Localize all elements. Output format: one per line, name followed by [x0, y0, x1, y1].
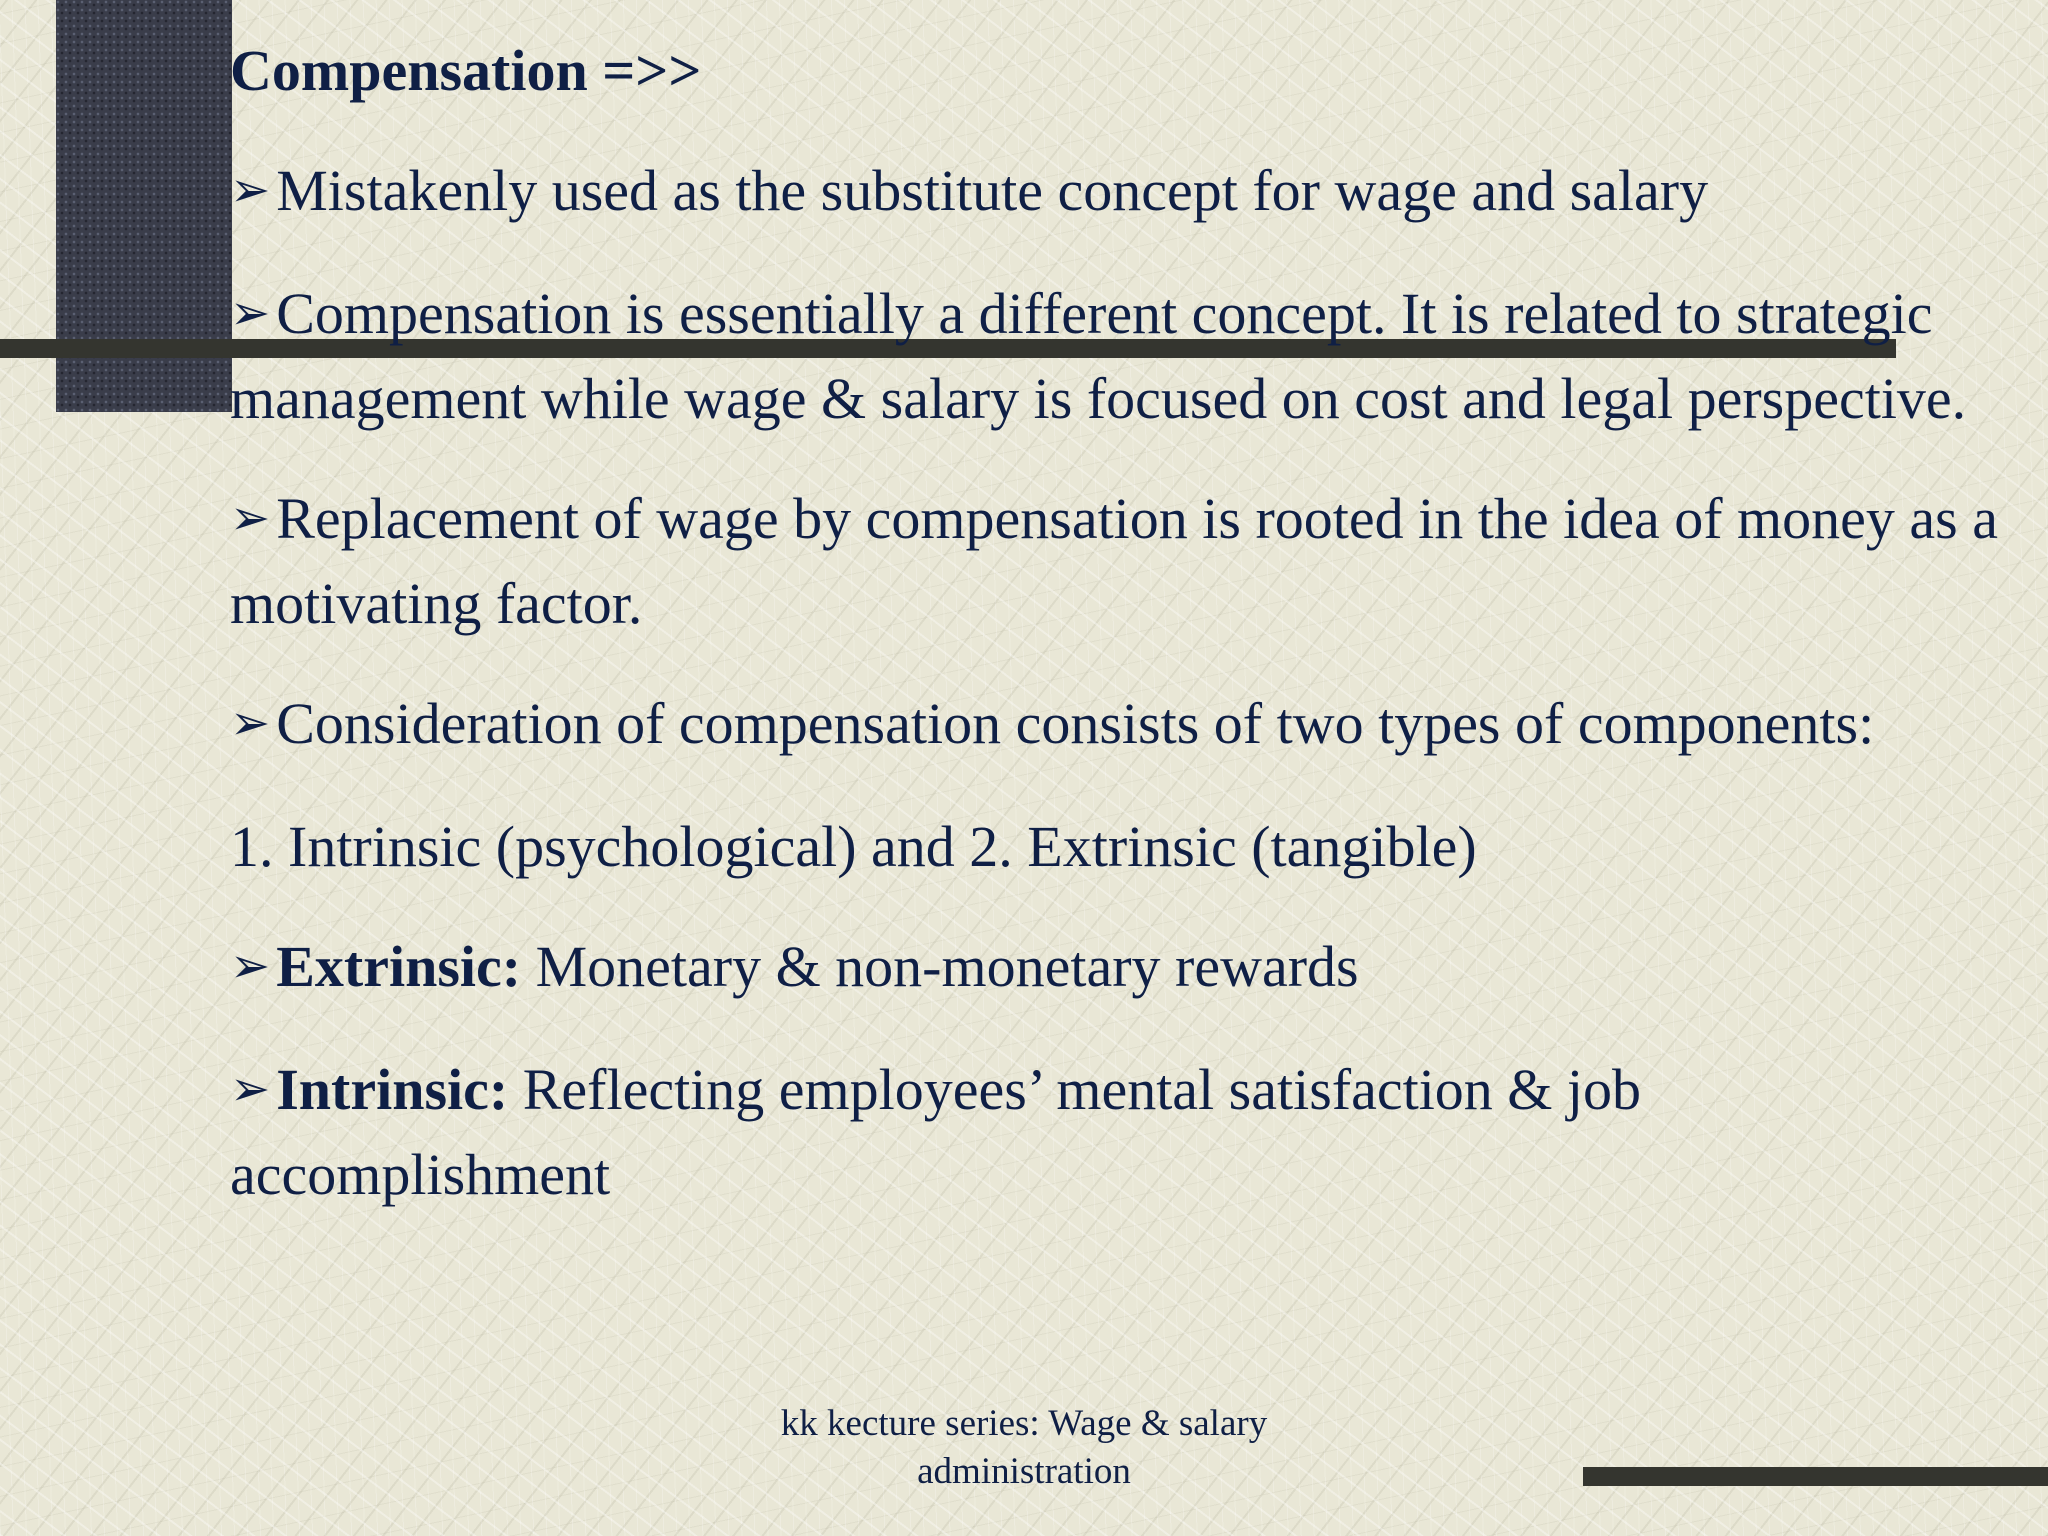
definition-term: Intrinsic: [276, 1057, 509, 1122]
definition-text: Monetary & non-monetary rewards [521, 934, 1359, 999]
definition-text: Reflecting employees’ mental satisfaction & job accomplishment [230, 1057, 1642, 1207]
bullet-text: Mistakenly used as the substitute concept for wage and salary [276, 158, 1709, 223]
bullet-text: Compensation is essentially a different concept. It is related to strategic management while wage & salary is focused on cost and legal perspective. [230, 281, 1967, 431]
bullet-text: Consideration of compensation consists of two types of components: [276, 691, 1875, 756]
arrow-bullet-icon: ➢ [230, 490, 271, 546]
arrow-bullet-icon: ➢ [230, 1061, 271, 1117]
slide-title: Compensation =>> [230, 38, 702, 103]
definition-intrinsic [230, 1049, 2030, 1216]
definition-term: Extrinsic: [276, 934, 522, 999]
bullet-point-3 [230, 478, 2030, 645]
arrow-bullet-icon: ➢ [230, 162, 271, 218]
footer-line-2: administration [917, 1451, 1131, 1492]
slide-footer [650, 1400, 1398, 1496]
bullet-point-2 [230, 273, 2030, 440]
bullet-point-1 [230, 150, 2030, 235]
bullet-point-4 [230, 683, 2030, 768]
definition-extrinsic [230, 926, 2030, 1011]
decorative-bottom-bar [1583, 1467, 2048, 1486]
numbered-line: 1. Intrinsic (psychological) and 2. Extrinsic (tangible) [230, 814, 1477, 879]
footer-line-1: kk kecture series: Wage & salary [780, 1403, 1268, 1444]
arrow-bullet-icon: ➢ [230, 285, 271, 341]
arrow-bullet-icon: ➢ [230, 695, 271, 751]
slide-content [230, 30, 2030, 1254]
arrow-bullet-icon: ➢ [230, 938, 271, 994]
bullet-text: Replacement of wage by compensation is rooted in the idea of money as a motivating factor. [230, 486, 1998, 636]
